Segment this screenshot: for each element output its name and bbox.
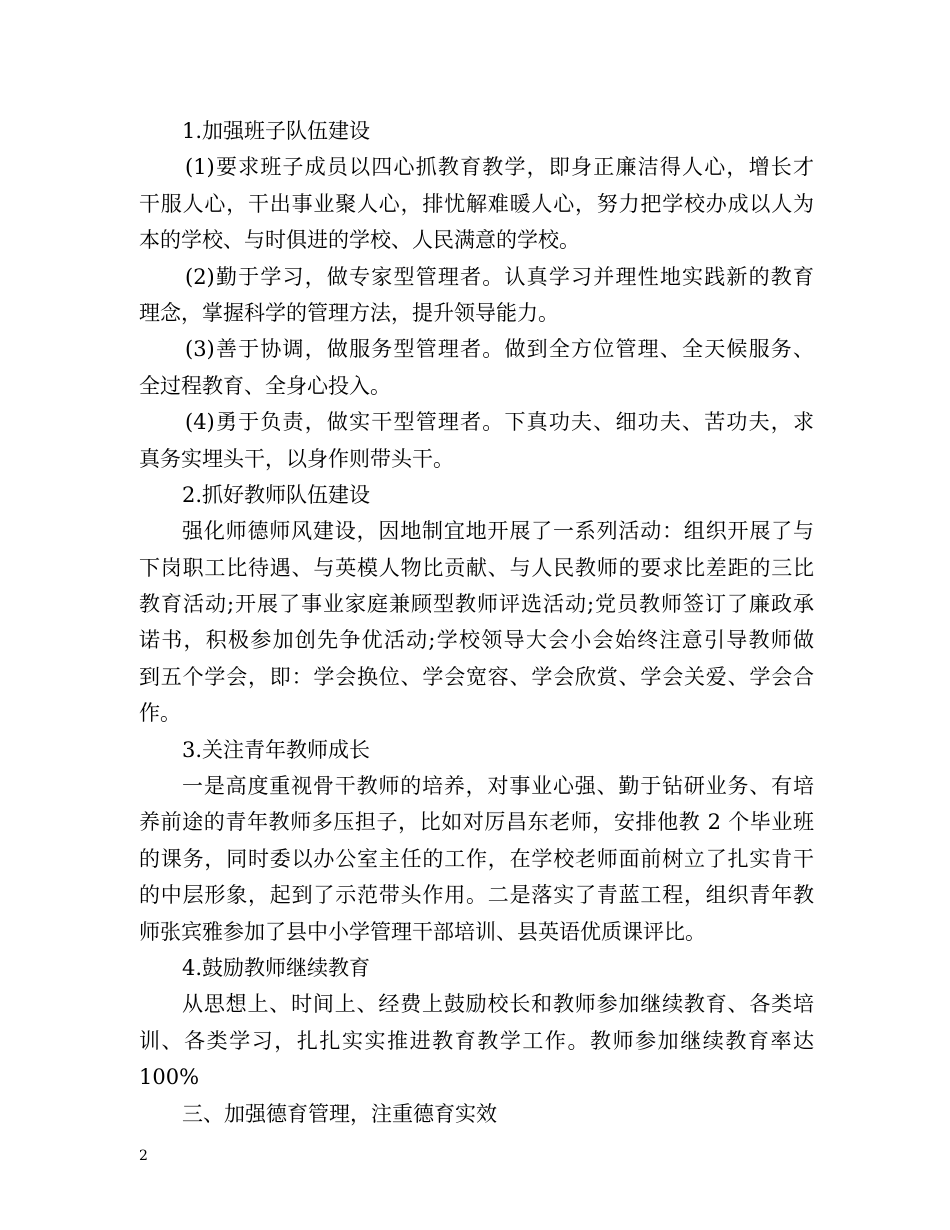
text-line: 到五个学会，即：学会换位、学会宽容、学会欣赏、学会关爱、学会合 <box>139 664 814 689</box>
paragraph <box>139 513 814 731</box>
paragraph <box>139 986 814 1095</box>
text-line: 3.关注青年教师成长 <box>182 737 371 762</box>
text-line: 师张宾雅参加了县中小学管理干部培训、县英语优质课评比。 <box>139 919 706 944</box>
text-line: 养前途的青年教师多压担子，比如对厉昌东老师，安排他教 2 个毕业班 <box>139 810 814 835</box>
paragraph <box>139 149 814 258</box>
page-number: 2 <box>139 1148 148 1164</box>
text-line: 一是高度重视骨干教师的培养，对事业心强、勤于钻研业务、有培 <box>182 774 814 799</box>
paragraph <box>139 404 814 477</box>
text-line: 的课务，同时委以办公室主任的工作，在学校老师面前树立了扎实肯干 <box>139 846 814 871</box>
text-line: 三、加强德育管理，注重德育实效 <box>182 1101 497 1126</box>
text-line: 本的学校、与时俱进的学校、人民满意的学校。 <box>139 228 580 253</box>
text-line: (2)勤于学习，做专家型管理者。认真学习并理性地实践新的教育 <box>185 264 814 289</box>
text-line: 作。 <box>139 701 181 726</box>
text-line: 教育活动;开展了事业家庭兼顾型教师评选活动;党员教师签订了廉政承 <box>139 592 814 617</box>
paragraph <box>139 259 814 332</box>
paragraph <box>139 477 814 513</box>
text-line: 诺书，积极参加创先争优活动;学校领导大会小会始终注意引导教师做 <box>139 628 814 653</box>
text-line: (4)勇于负责，做实干型管理者。下真功夫、细功夫、苦功夫，求 <box>185 410 814 435</box>
paragraph <box>139 113 814 149</box>
paragraph <box>139 950 814 986</box>
text-line: 的中层形象，起到了示范带头作用。二是落实了青蓝工程，组织青年教 <box>139 883 814 908</box>
text-line: (1)要求班子成员以四心抓教育教学，即身正廉洁得人心，增长才 <box>185 155 814 180</box>
text-line: 100% <box>139 1065 200 1090</box>
text-line: 强化师德师风建设，因地制宜地开展了一系列活动：组织开展了与 <box>182 519 814 544</box>
text-line: 真务实埋头干，以身作则带头干。 <box>139 446 454 471</box>
text-line: 从思想上、时间上、经费上鼓励校长和教师参加继续教育、各类培 <box>182 992 814 1017</box>
document-body <box>139 113 814 1132</box>
text-line: 训、各类学习，扎扎实实推进教育教学工作。教师参加继续教育率达 <box>139 1028 814 1053</box>
paragraph <box>139 1096 814 1132</box>
paragraph <box>139 331 814 404</box>
text-line: 干服人心，干出事业聚人心，排忧解难暖人心，努力把学校办成以人为 <box>139 191 814 216</box>
text-line: 下岗职工比待遇、与英模人物比贡献、与人民教师的要求比差距的三比 <box>139 555 814 580</box>
text-line: 1.加强班子队伍建设 <box>182 119 371 143</box>
text-line: 全过程教育、全身心投入。 <box>139 373 391 398</box>
text-line: (3)善于协调，做服务型管理者。做到全方位管理、全天候服务、 <box>185 337 814 362</box>
text-line: 理念，掌握科学的管理方法，提升领导能力。 <box>139 300 559 325</box>
text-line: 4.鼓励教师继续教育 <box>182 955 371 980</box>
paragraph <box>139 732 814 768</box>
paragraph <box>139 768 814 950</box>
text-line: 2.抓好教师队伍建设 <box>182 482 371 507</box>
